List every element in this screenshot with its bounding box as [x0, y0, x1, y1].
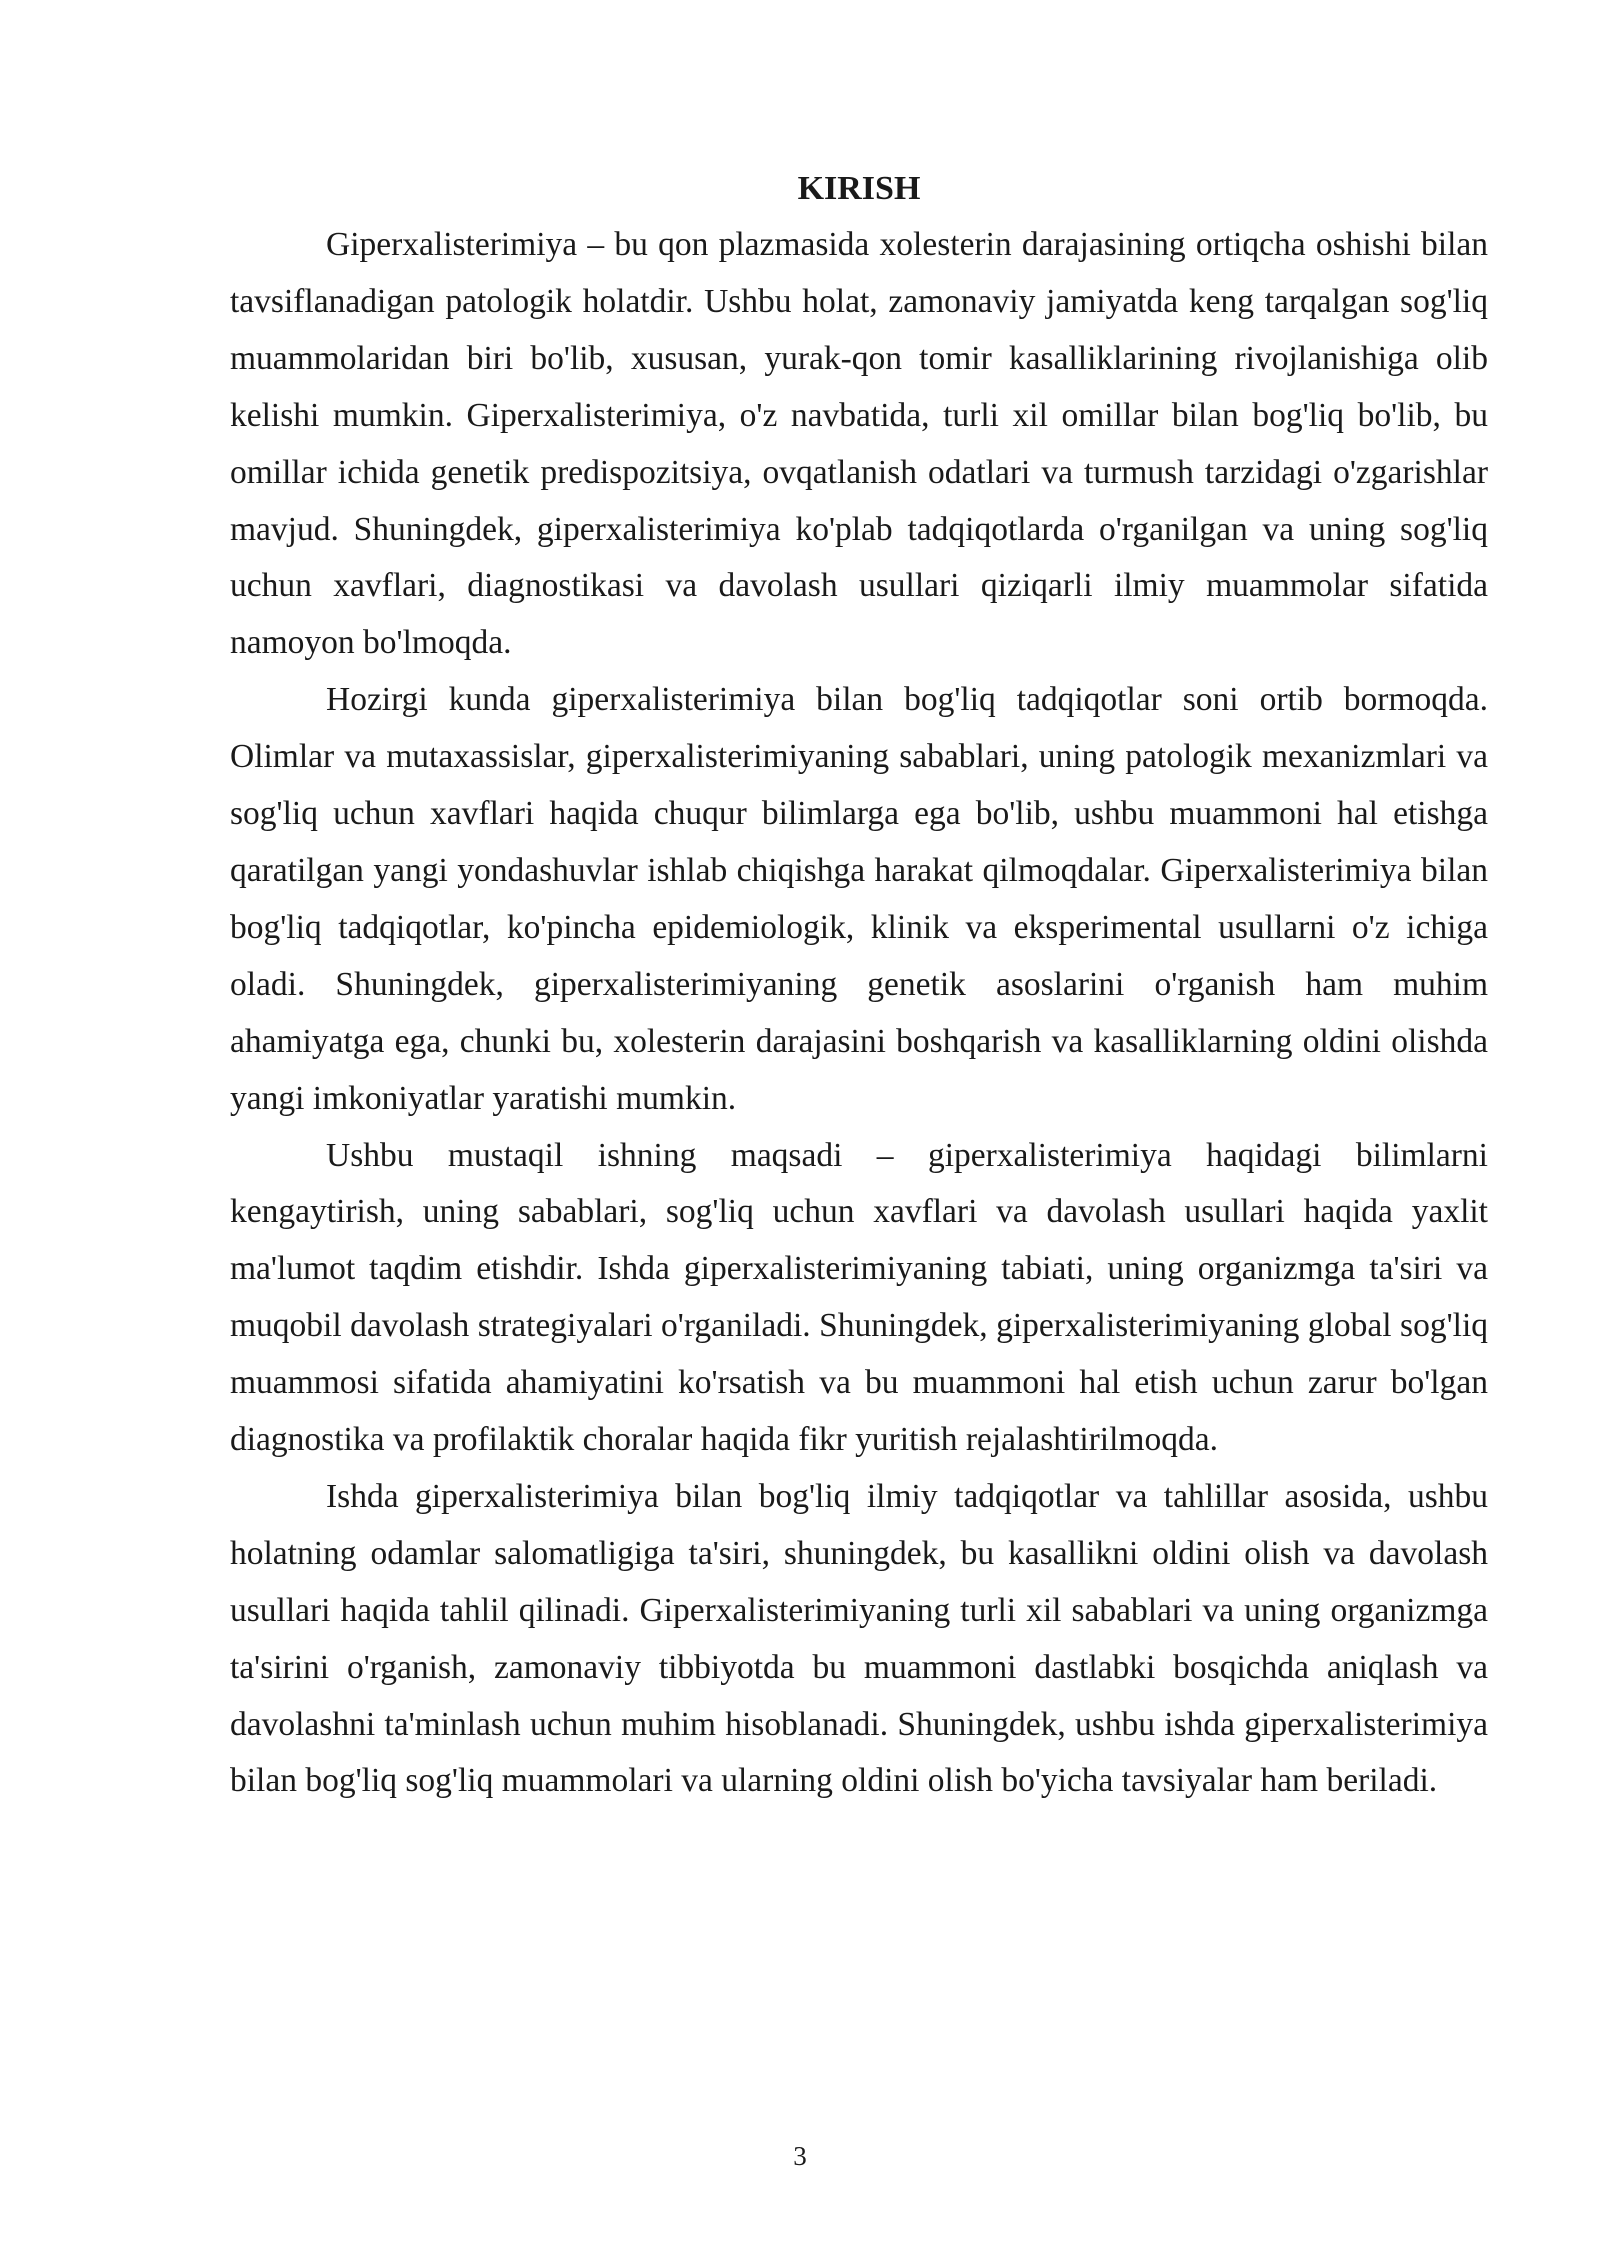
- page-number: 3: [793, 2141, 807, 2171]
- paragraph-4: Ishda giperxalisterimiya bilan bog'liq ilmiy tadqiqotlar va tahlillar asosida, ushbu holatning odamlar salomatligiga ta'siri, shuningdek, bu kasallikni oldini olish va davolash usullari haqida tahlil qilinadi. Giperxalisterimiyaning turli xil sabablari va uning organizmga ta'sirini o'rganish, zamonaviy tibbiyotda bu muammoni dastlabki bosqichda aniqlash va davolashni ta'minlash uchun muhim hisoblanadi. Shuningdek, ushbu ishda giperxalisterimiya bilan bog'liq sog'liq muammolari va ularning oldini olish bo'yicha tavsiyalar ham beriladi.: [230, 1477, 1488, 1800]
- paragraph-2: Hozirgi kunda giperxalisterimiya bilan bog'liq tadqiqotlar soni ortib bormoqda. Olimlar va mutaxassislar, giperxalisterimiyaning sabablari, uning patologik mexanizmlari va sog'liq uchun xavflari haqida chuqur bilimlarga ega bo'lib, ushbu muammoni hal etishga qaratilgan yangi yondashuvlar ishlab chiqishga harakat qilmoqdalar. Giperxalisterimiya bilan bog'liq tadqiqotlar, ko'pincha epidemiologik, klinik va eksperimental usullarni o'z ichiga oladi. Shuningdek, giperxalisterimiyaning genetik asoslarini o'rganish ham muhim ahamiyatga ega, chunki bu, xolesterin darajasini boshqarish va kasalliklarning oldini olishda yangi imkoniyatlar yaratishi mumkin.: [230, 681, 1488, 1117]
- paragraph-3: Ushbu mustaqil ishning maqsadi – giperxalisterimiya haqidagi bilimlarni kengaytirish, uning sabablari, sog'liq uchun xavflari va davolash usullari haqida yaxlit ma'lumot taqdim etishdir. Ishda giperxalisterimiyaning tabiati, uning organizmga ta'siri va muqobil davolash strategiyalari o'rganiladi. Shuningdek, giperxalisterimiyaning global sog'liq muammosi sifatida ahamiyatini ko'rsatish va bu muammoni hal etish uchun zarur bo'lgan diagnostika va profilaktik choralar haqida fikr yuritish rejalashtirilmoqda.: [230, 1136, 1488, 1459]
- paragraph-1: Giperxalisterimiya – bu qon plazmasida xolesterin darajasining ortiqcha oshishi bilan tavsiflanadigan patologik holatdir. Ushbu holat, zamonaviy jamiyatda keng tarqalgan sog'liq muammolaridan biri bo'lib, xususan, yurak-qon tomir kasalliklarining rivojlanishiga olib kelishi mumkin. Giperxalisterimiya, o'z navbatida, turli xil omillar bilan bog'liq bo'lib, bu omillar ichida genetik predispozitsiya, ovqatlanish odatlari va turmush tarzidagi o'zgarishlar mavjud. Shuningdek, giperxalisterimiya ko'plab tadqiqotlarda o'rganilgan va uning sog'liq uchun xavflari, diagnostikasi va davolash usullari qiziqarli ilmiy muammolar sifatida namoyon bo'lmoqda.: [230, 226, 1488, 662]
- page-body: [230, 160, 1488, 1810]
- section-title: KIRISH: [797, 170, 921, 207]
